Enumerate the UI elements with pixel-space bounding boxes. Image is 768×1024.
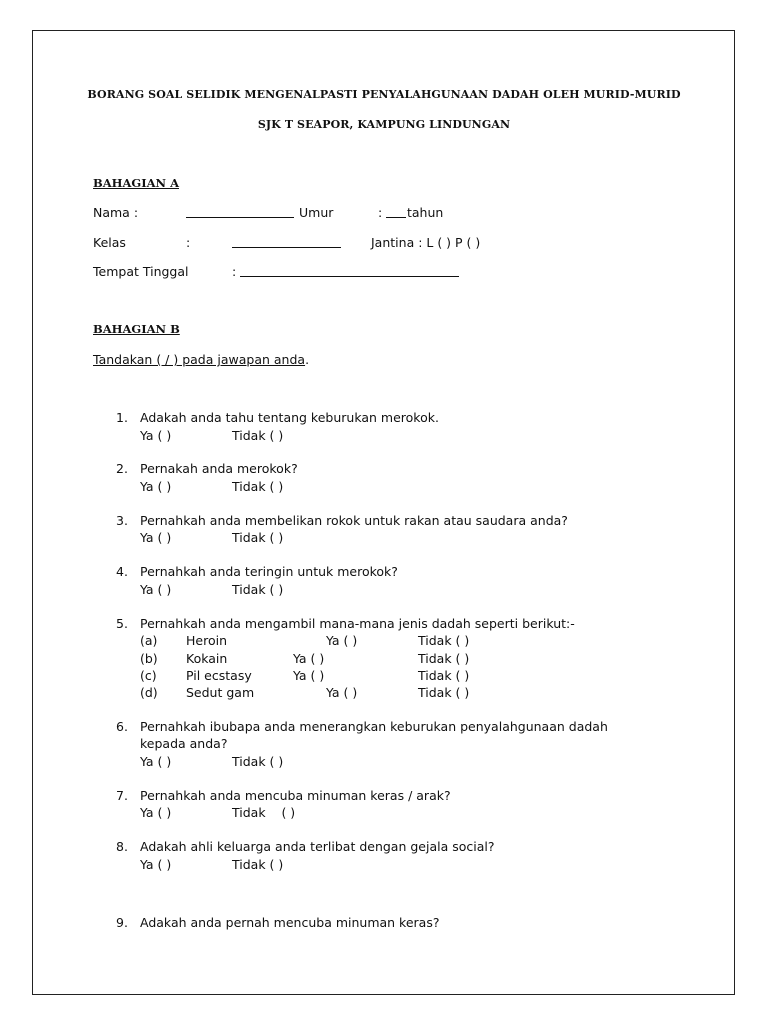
answer-ya[interactable]: Ya ( ) xyxy=(140,428,172,443)
answer-ya[interactable]: Ya ( ) xyxy=(140,754,172,769)
answer-tidak[interactable]: Tidak ( ) xyxy=(418,668,470,683)
question-text: Pernahkah anda mengambil mana-mana jenis dadah seperti berikut:- xyxy=(140,616,575,631)
answer-ya[interactable]: Ya ( ) xyxy=(293,668,325,683)
answer-tidak[interactable]: Tidak ( ) xyxy=(418,685,470,700)
question-number: 1. xyxy=(116,410,128,425)
section-a-heading: BAHAGIAN A xyxy=(93,176,179,190)
answer-tidak[interactable]: Tidak ( ) xyxy=(232,530,284,545)
sub-label: (b) xyxy=(140,651,158,666)
umur-colon: : xyxy=(378,205,383,220)
answer-ya[interactable]: Ya ( ) xyxy=(140,582,172,597)
kelas-field[interactable] xyxy=(232,235,341,251)
answer-tidak[interactable]: Tidak ( ) xyxy=(232,805,296,820)
question-text: Adakah ahli keluarga anda terlibat dengan gejala social? xyxy=(140,839,495,854)
answer-tidak[interactable]: Tidak ( ) xyxy=(232,754,284,769)
answer-ya[interactable]: Ya ( ) xyxy=(293,651,325,666)
tempat-tinggal-field[interactable] xyxy=(240,264,459,280)
question-text: Adakah anda tahu tentang keburukan merokok. xyxy=(140,410,439,425)
form-title-line1: BORANG SOAL SELIDIK MENGENALPASTI PENYALAHGUNAAN DADAH OLEH MURID-MURID xyxy=(87,88,681,101)
question-number: 2. xyxy=(116,461,128,476)
question-text: Pernahkah anda mencuba minuman keras / arak? xyxy=(140,788,451,803)
question-number: 9. xyxy=(116,915,128,930)
form-title-line2: SJK T SEAPOR, KAMPUNG LINDUNGAN xyxy=(257,118,511,131)
sub-label: (c) xyxy=(140,668,157,683)
answer-ya[interactable]: Ya ( ) xyxy=(140,805,172,820)
tempat-tinggal-label: Tempat Tinggal xyxy=(93,264,189,279)
answer-ya[interactable]: Ya ( ) xyxy=(326,633,358,648)
question-text: Pernahkah anda teringin untuk merokok? xyxy=(140,564,398,579)
question-text: Adakah anda pernah mencuba minuman keras? xyxy=(140,915,440,930)
sub-label: (a) xyxy=(140,633,158,648)
answer-ya[interactable]: Ya ( ) xyxy=(140,479,172,494)
drug-name: Pil ecstasy xyxy=(186,668,252,683)
answer-ya[interactable]: Ya ( ) xyxy=(326,685,358,700)
kelas-label: Kelas xyxy=(93,235,126,250)
tempat-tinggal-colon: : xyxy=(232,264,237,279)
jantina-field[interactable]: Jantina : L ( ) P ( ) xyxy=(371,235,481,250)
question-number: 7. xyxy=(116,788,128,803)
question-number: 4. xyxy=(116,564,128,579)
answer-tidak[interactable]: Tidak ( ) xyxy=(418,651,470,666)
question-text-continued: kepada anda? xyxy=(140,736,228,751)
question-text: Pernakah anda merokok? xyxy=(140,461,298,476)
instruction xyxy=(93,352,309,367)
answer-ya[interactable]: Ya ( ) xyxy=(140,530,172,545)
question-number: 8. xyxy=(116,839,128,854)
instruction-text: Tandakan ( / ) pada jawapan anda xyxy=(93,352,306,367)
question-text: Pernahkah anda membelikan rokok untuk rakan atau saudara anda? xyxy=(140,513,568,528)
drug-name: Kokain xyxy=(186,651,228,666)
umur-label: Umur xyxy=(299,205,334,220)
drug-name: Heroin xyxy=(186,633,227,648)
question-number: 6. xyxy=(116,719,128,734)
nama-field[interactable] xyxy=(186,205,294,221)
question-number: 3. xyxy=(116,513,128,528)
section-b-heading: BAHAGIAN B xyxy=(93,322,180,336)
question-number: 5. xyxy=(116,616,128,631)
answer-tidak[interactable]: Tidak ( ) xyxy=(418,633,470,648)
answer-tidak[interactable]: Tidak ( ) xyxy=(232,479,284,494)
sub-label: (d) xyxy=(140,685,158,700)
instruction-period: . xyxy=(305,352,310,367)
answer-tidak[interactable]: Tidak ( ) xyxy=(232,428,284,443)
answer-tidak[interactable]: Tidak ( ) xyxy=(232,857,284,872)
answer-ya[interactable]: Ya ( ) xyxy=(140,857,172,872)
answer-tidak[interactable]: Tidak ( ) xyxy=(232,582,284,597)
tahun-label: tahun xyxy=(407,205,444,220)
drug-name: Sedut gam xyxy=(186,685,255,700)
nama-label: Nama : xyxy=(93,205,139,220)
umur-field[interactable] xyxy=(386,205,406,221)
kelas-colon: : xyxy=(186,235,191,250)
question-text: Pernahkah ibubapa anda menerangkan keburukan penyalahgunaan dadah xyxy=(140,719,608,734)
